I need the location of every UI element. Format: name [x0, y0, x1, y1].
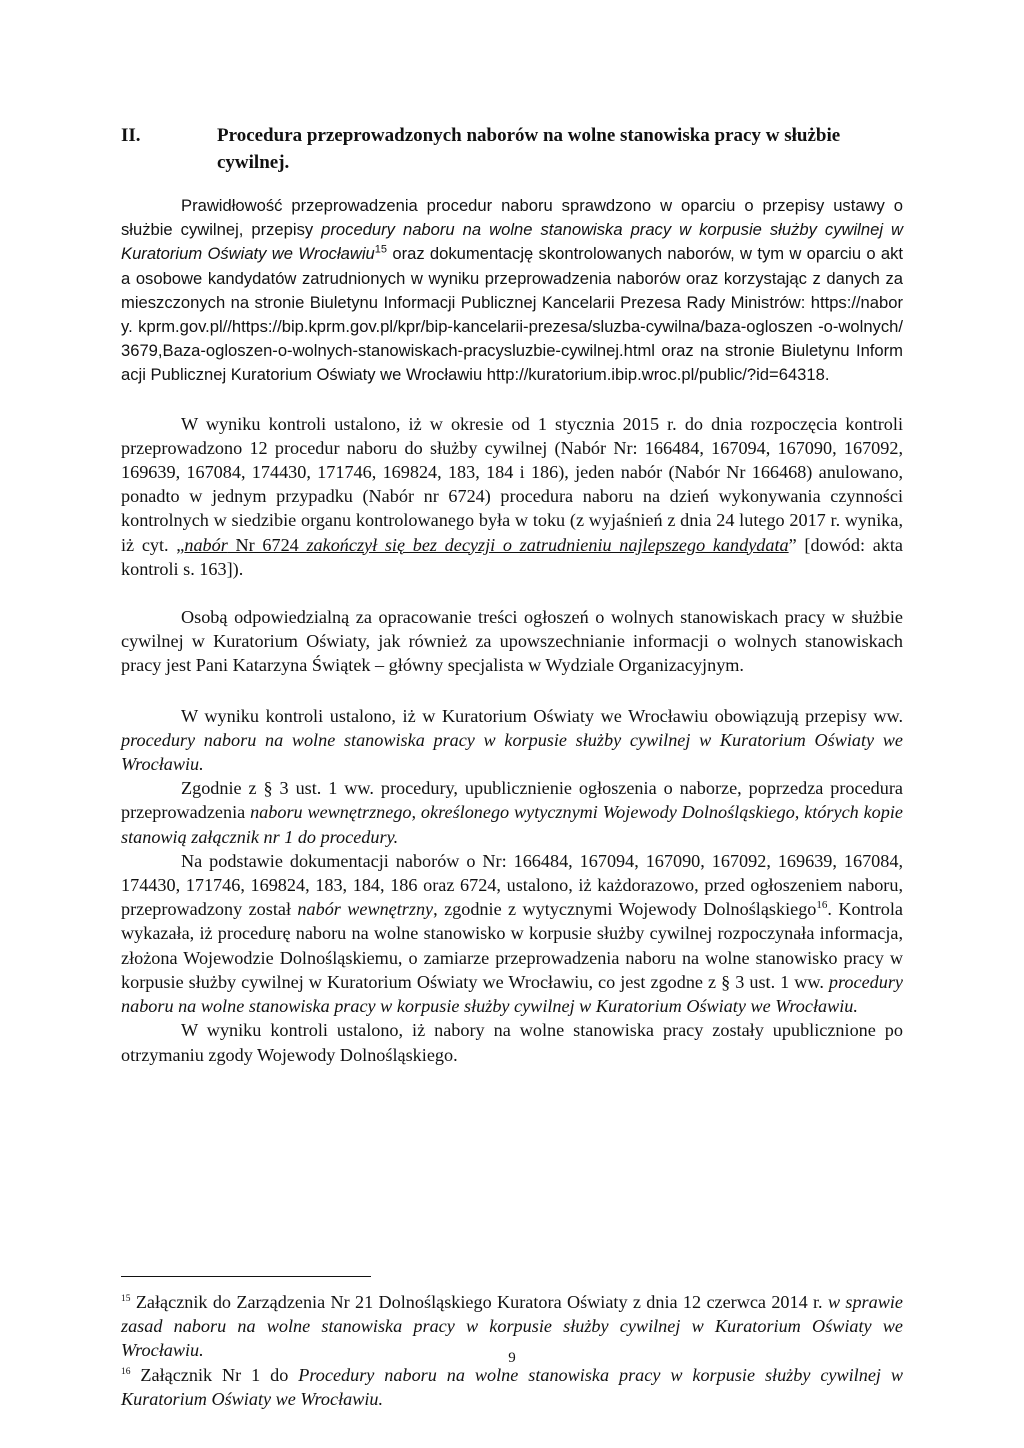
- footnote-ref-16: 16: [816, 899, 828, 912]
- italic-segment: Procedury naboru na wolne stanowiska pracy w korpusie służby cywilnej w Kuratorium Oświaty we Wrocławiu.: [121, 1364, 903, 1409]
- section-title: Procedura przeprowadzonych naborów na wolne stanowiska pracy w służbie cywilnej.: [217, 125, 841, 173]
- text-segment: oraz dokumentację skontrolowanych naborów, w tym w oparciu o akta osobowe kandydatów zatrudnionych w wyniku przeprowadzenia naborów oraz korzystając z danych zamieszczonych na stronie Biuletynu Informacji Publicznej Kancelarii Prezesa Rady Ministrów: https://nabory. kprm.gov.pl//https://bip.kprm.gov.pl/kpr/bip-kancelarii-prezesa/sluzba-cywilna/baza-ogloszen -o-wolnych/3679,Baza-ogloszen-o-wolnych-stanowiskach-pracysluzbie-cywilnej.html oraz na stronie Biuletynu Informacji Publicznej Kuratorium Oświaty we Wrocławiu http://kuratorium.ibip.wroc.pl/public/?id=64318.: [121, 244, 904, 385]
- paragraph-legal-basis: [121, 194, 903, 388]
- quotation: „nabór Nr 6724 zakończył się bez decyzji o zatrudnieniu najlepszego kandydata: [176, 534, 789, 555]
- paragraph-documentation-findings: [121, 849, 903, 1018]
- text-segment: Zgodnie z § 3 ust. 1 ww. procedury, upublicznienie ogłoszenia o naborze, poprzedza procedura przeprowadzenia: [121, 778, 903, 823]
- text-segment: Na podstawie dokumentacji naborów o Nr: 166484, 167094, 167090, 167092, 169639, 167084, 174430, 171746, 169824, 183, 184, 186 oraz 6724, ustalono, iż każdorazowo, przed ogłoszeniem naboru, przeprowadzony został: [121, 850, 903, 920]
- text-segment: W wyniku kontroli ustalono, iż w okresie od 1 stycznia 2015 r. do dnia rozpoczęcia kontroli przeprowadzono 12 procedur naboru do służby cywilnej (Nabór Nr: 166484, 167094, 167090, 167092, 169639, 167084, 174430, 171746, 169824, 183, 184 i 186), jeden nabór (Nabór Nr 166468) anulowano, ponadto w jednym przypadku (Nabór nr 6724) procedura naboru na dzień wykonywania czynności kontrolnych w siedzibie organu kontrolowanego była w toku (z wyjaśnień z dnia 24 lutego 2017 r. wynika, iż cyt.: [121, 413, 903, 555]
- paragraph-publication: W wyniku kontroli ustalono, iż nabory na wolne stanowiska pracy zostały upublicznione po otrzymaniu zgody Wojewody Dolnośląskiego.: [121, 1020, 903, 1065]
- text-segment: Załącznik do Zarządzenia Nr 21 Dolnośląskiego Kuratora Oświaty z dnia 12 czerwca 2014 r.: [130, 1292, 828, 1312]
- italic-segment: w sprawie zasad naboru na wolne stanowiska pracy w korpusie służby cywilnej w Kuratorium Oświaty we Wrocławiu.: [121, 1292, 903, 1361]
- footnote-number: 16: [121, 1366, 131, 1377]
- paragraph-responsible-person: Osobą odpowiedzialną za opracowanie treści ogłoszeń o wolnych stanowiskach pracy w służbie cywilnej w Kuratorium Oświaty, jak również za upowszechnianie informacji o wolnych stanowiskach pracy jest Pani Katarzyna Świątek – główny specjalista w Wydziale Organizacyjnym.: [121, 607, 903, 676]
- document-body: [121, 122, 903, 1067]
- text-segment: . Kontrola wykazała, iż procedurę naboru na wolne stanowisko w korpusie służby cywilnej rozpoczynała informacja, złożona Wojewodzie Dolnośląskiemu, o zamiarze przeprowadzenia naboru na wolne stanowisko pracy w korpusie służby cywilnej w Kuratorium Oświaty we Wrocławiu, co jest zgodne z § 3 ust. 1 ww.: [121, 899, 903, 992]
- footnote-ref-15: 15: [374, 243, 388, 256]
- italic-segment: nabór wewnętrzny: [297, 899, 434, 920]
- paragraph-recruitment-procedures: [121, 412, 903, 581]
- italic-segment: procedury naboru na wolne stanowiska pracy w korpusie służby cywilnej w Kuratorium Oświaty we Wrocławiu.: [121, 971, 903, 1017]
- text-segment: , zgodnie z wytycznymi Wojewody Dolnośląskiego: [433, 899, 817, 920]
- italic-segment: procedury naboru na wolne stanowiska pracy w korpusie służby cywilnej w Kuratorium Oświaty we Wrocławiu: [121, 220, 903, 264]
- italic-segment: naboru wewnętrznego, określonego wytycznymi Wojewody Dolnośląskiego, których kopie stanowią załącznik nr 1 do procedury.: [121, 802, 903, 847]
- page-number: 9: [508, 1350, 516, 1366]
- text-segment: Załącznik Nr 1 do: [130, 1364, 299, 1385]
- section-heading: [121, 122, 903, 176]
- section-number: II.: [121, 125, 141, 146]
- text-segment: W wyniku kontroli ustalono, iż w Kuratorium Oświaty we Wrocławiu obowiązują przepisy ww.: [181, 705, 903, 726]
- paragraph-procedure-in-force: [121, 704, 903, 777]
- footnote-separator: [121, 1276, 371, 1277]
- footnote-number: 15: [121, 1293, 131, 1304]
- footnote-16: [121, 1363, 903, 1411]
- paragraph-internal-recruitment: [121, 776, 903, 849]
- italic-segment: procedury naboru na wolne stanowiska pracy w korpusie służby cywilnej w Kuratorium Oświaty we Wrocławiu.: [121, 729, 903, 775]
- text-segment: ” [dowód: akta kontroli s. 163]).: [121, 534, 903, 579]
- text-segment: Prawidłowość przeprowadzenia procedur naboru sprawdzono w oparciu o przepisy ustawy o służbie cywilnej, przepisy: [121, 196, 903, 240]
